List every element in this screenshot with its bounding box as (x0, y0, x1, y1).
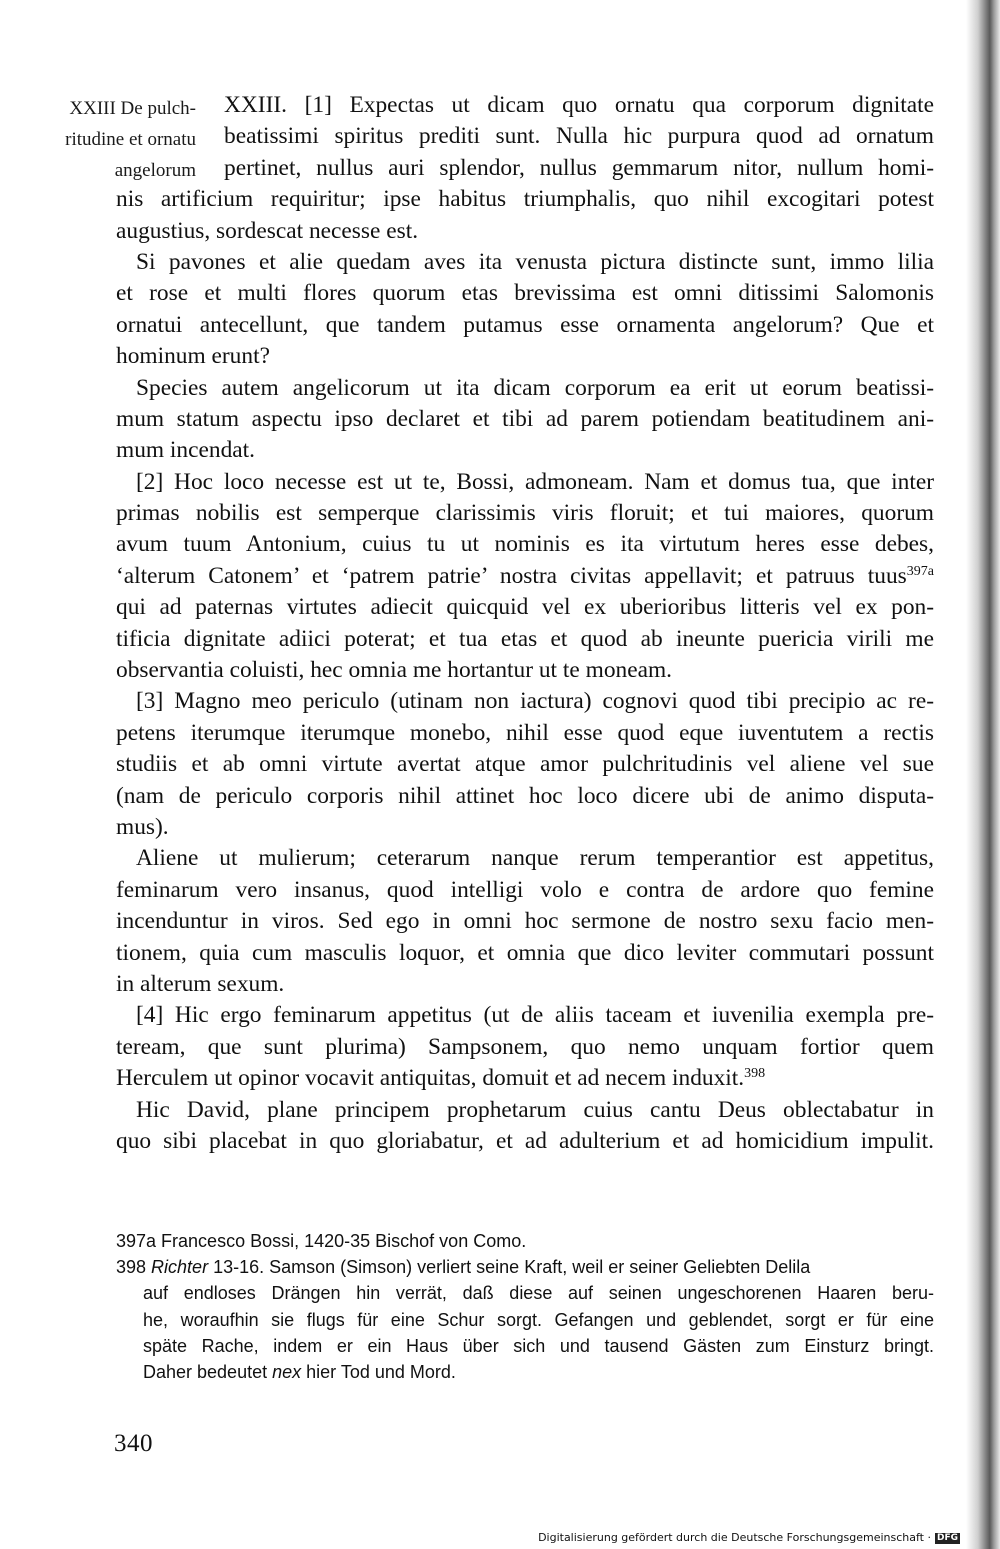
footnote-ref[interactable]: 397a (906, 563, 934, 579)
text-line: XXIII. [1] Expectas ut dicam quo ornatu qua corporum dignitate (224, 92, 934, 118)
text-line: mus). (116, 813, 169, 840)
text-line: Herculem ut opinor vocavit antiquitas, domuit et ad necem induxit. (116, 1065, 745, 1092)
text-line: teream, que sunt plurima) Sampsonem, quo nemo unquam fortior quem (116, 1033, 934, 1060)
text-line: mum incendat. (116, 437, 256, 464)
text-line: qui ad paternas virtutes adiecit quicquid vel ex uberioribus litteris vel ex pon- (116, 594, 934, 621)
footnote-source-italic: Richter (151, 1257, 209, 1278)
text-line: Aliene ut mulierum; ceterarum nanque rerum temperantior est appetitus, (136, 845, 934, 872)
text-line: incenduntur in viros. Sed ego in omni hoc sermone de nostro sexu facio men- (116, 908, 934, 935)
dfg-logo: DFG (936, 1532, 958, 1543)
footnote-text: Daher bedeutet (143, 1362, 273, 1383)
text-line: tionem, quia cum masculis loquor, et omnia que dico leviter commutari possunt (116, 939, 934, 966)
text-line: avum tuum Antonium, cuius tu ut nominis es ita virtutum heres esse debes, (116, 531, 934, 558)
text-line-with-footnote (116, 561, 934, 592)
footnote-text: 13-16. Samson (Simson) verliert seine Kraft, weil er seiner Geliebten Delila (208, 1257, 811, 1278)
text-line: beatissimi spiritus prediti sunt. Nulla hic purpura quod ad ornatum (224, 123, 934, 150)
text-line: primas nobilis est semperque clarissimis viris floruit; et tui maiores, quorum (116, 500, 934, 527)
page-number: 340 (114, 1430, 153, 1457)
main-text (116, 90, 934, 1157)
footnote-line (116, 1359, 934, 1385)
text-line: tificia dignitate adiici poterat; et tua etas et quod ab ineunte puericia virili me (116, 625, 934, 652)
text-line: Species autem angelicorum ut ita dicam corporum ea erit ut eorum beatissi- (136, 374, 934, 401)
digitization-credit (538, 1531, 960, 1544)
footnote-398 (116, 1254, 934, 1280)
footnote-ref[interactable]: 398 (744, 1066, 766, 1082)
text-line: observantia coluisti, hec omnia me hortantur ut te moneam. (116, 657, 673, 684)
credit-text: Digitalisierung gefördert durch die Deutsche Forschungsgemeinschaft · (538, 1531, 931, 1544)
margin-note-line: angelorum (114, 160, 196, 181)
footnote-number: 398 (116, 1257, 152, 1278)
text-line: augustius, sordescat necesse est. (116, 217, 419, 244)
text-line: Hic David, plane principem prophetarum cuius cantu Deus oblectabatur in (136, 1096, 934, 1123)
margin-note-line: ritudine et ornatu (65, 129, 196, 150)
text-line: (nam de periculo corporis nihil attinet hoc loco dicere ubi de animo disputa- (116, 782, 934, 809)
text-line: petens iterumque iterumque monebo, nihil esse quod eque iuventutem a rectis (116, 719, 934, 746)
text-line: Si pavones et alie quedam aves ita venusta pictura distincte sunt, immo lilia (136, 248, 934, 275)
text-line: nis artificium requiritur; ipse habitus triumphalis, quo nihil excogitari potest (116, 186, 934, 213)
footnotes (116, 1228, 934, 1385)
margin-note-line: XXIII De pulch- (69, 98, 196, 119)
footnote-line: auf endloses Drängen hin verrät, daß diese auf seinen ungeschorenen Haaren beru- (143, 1283, 934, 1304)
text-line: quo sibi placebat in quo gloriabatur, et ad adulterium et ad homicidium impulit. (116, 1127, 934, 1154)
text-line-with-footnote (116, 1063, 934, 1094)
text-line: mum statum aspectu ipso declaret et tibi ad parem potiendam beatitudinem ani- (116, 405, 934, 432)
footnote-line: späte Rache, indem er ein Haus über sich und tausend Gästen zum Einsturz bringt. (143, 1335, 934, 1356)
text-line: [3] Magno meo periculo (utinam non iactura) cognovi quod tibi precipio ac re- (136, 688, 934, 715)
footnote-italic-term: nex (272, 1362, 302, 1383)
text-line: in alterum sexum. (116, 970, 285, 997)
text-line: hominum erunt? (116, 343, 270, 370)
page-edge-shadow (966, 0, 1000, 1549)
text-line: studiis et ab omni virtute avertat atque amor pulchritudinis vel aliene vel sue (116, 751, 934, 778)
text-line: [2] Hoc loco necesse est ut te, Bossi, admoneam. Nam et domus tua, que inter (136, 468, 934, 495)
text-line: et rose et multi flores quorum etas brevissima est omni ditissimi Salomonis (116, 280, 934, 307)
text-line: pertinet, nullus auri splendor, nullus gemmarum nitor, nullum homi- (224, 154, 934, 181)
text-line: [4] Hic ergo feminarum appetitus (ut de aliis taceam et iuvenilia exempla pre- (136, 1002, 934, 1029)
text-line: feminarum vero insanus, quod intelligi volo e contra de ardore quo femine (116, 876, 934, 903)
footnote-line: he, woraufhin sie flugs für eine Schur sorgt. Gefangen und geblendet, sorgt er für eine (143, 1309, 934, 1330)
footnote-text: hier Tod und Mord. (301, 1362, 456, 1383)
text-line: ornatui antecellunt, que tandem putamus esse ornamenta angelorum? Que et (116, 311, 934, 338)
text-line: ‘alterum Catonem’ et ‘patrem patrie’ nostra civitas appellavit; et patruus tuus (116, 562, 907, 589)
footnote-397a: 397a Francesco Bossi, 1420-35 Bischof von Como. (116, 1231, 527, 1251)
